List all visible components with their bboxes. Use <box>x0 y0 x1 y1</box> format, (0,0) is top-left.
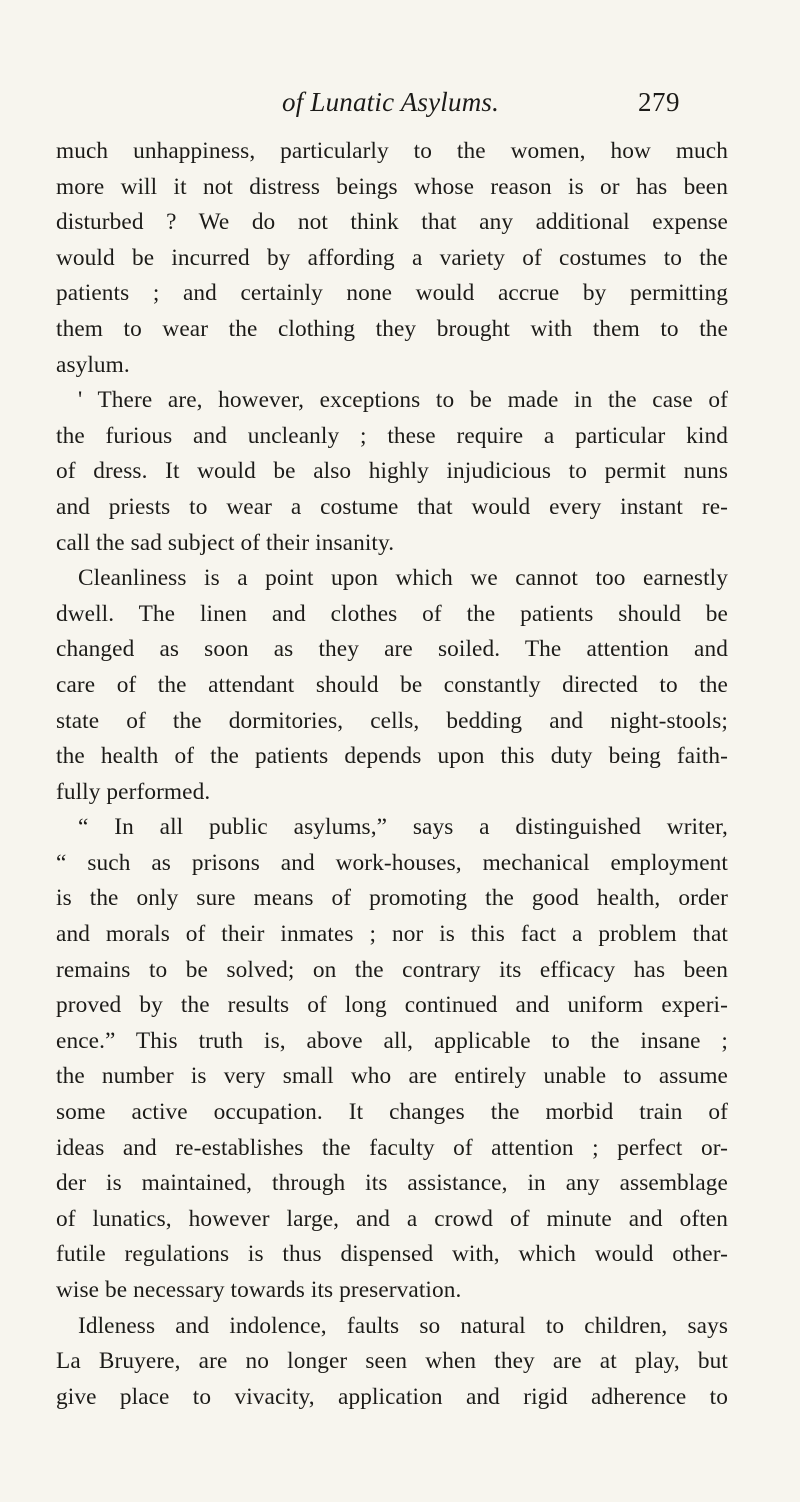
text-line: give place to vivacity, application and rigid adherence to <box>56 1383 728 1410</box>
text-line: the furious and uncleanly ; these require a particular kind <box>56 422 728 449</box>
page-header <box>260 82 680 122</box>
text-line: fully performed. <box>56 778 211 805</box>
text-line: changed as soon as they are soiled. The attention and <box>56 636 728 663</box>
text-line: them to wear the clothing they brought with them to the <box>56 315 728 342</box>
running-title: of Lunatic Asylums. <box>282 87 500 117</box>
text-line: ence.” This truth is, above all, applicable to the insane ; <box>56 1027 728 1054</box>
text-line: of lunatics, however large, and a crowd of minute and often <box>56 1205 728 1232</box>
text-line: ' There are, however, exceptions to be made in the case of <box>78 387 728 414</box>
text-line: care of the attendant should be constantly directed to the <box>56 671 728 698</box>
text-line: much unhappiness, particularly to the women, how much <box>56 138 728 164</box>
text-line: the number is very small who are entirely unable to assume <box>56 1063 728 1090</box>
text-line: more will it not distress beings whose reason is or has been <box>56 173 728 200</box>
text-line: “ In all public asylums,” says a distinguished writer, <box>78 814 728 841</box>
text-line: futile regulations is thus dispensed with, which would other- <box>56 1241 728 1268</box>
text-line: patients ; and certainly none would accrue by permitting <box>56 280 728 307</box>
text-line: Cleanliness is a point upon which we cannot too earnestly <box>78 565 728 592</box>
text-line: is the only sure means of promoting the good health, order <box>56 885 728 912</box>
text-line: state of the dormitories, cells, bedding and night-stools; <box>56 707 728 734</box>
text-line: Idleness and indolence, faults so natural to children, says <box>78 1312 728 1339</box>
body-text <box>56 134 728 1415</box>
text-line: ideas and re-establishes the faculty of attention ; perfect or- <box>56 1134 728 1161</box>
text-line: asylum. <box>56 351 130 378</box>
text-line: the health of the patients depends upon this duty being faith- <box>56 743 728 770</box>
text-line: would be incurred by affording a variety of costumes to the <box>56 244 728 271</box>
text-line: “ such as prisons and work-houses, mechanical employment <box>56 849 728 876</box>
text-line: remains to be solved; on the contrary its efficacy has been <box>56 956 728 983</box>
text-line: disturbed ? We do not think that any additional expense <box>56 209 728 236</box>
text-line: proved by the results of long continued and uniform experi- <box>56 992 728 1019</box>
page-number: 279 <box>638 87 680 117</box>
text-line: der is maintained, through its assistance, in any assemblage <box>56 1170 728 1197</box>
text-line: call the sad subject of their insanity. <box>56 529 395 556</box>
text-line: wise be necessary towards its preservation. <box>56 1277 462 1303</box>
text-line: and priests to wear a costume that would every instant re- <box>56 493 728 520</box>
text-line: some active occupation. It changes the morbid train of <box>56 1099 728 1126</box>
text-line: La Bruyere, are no longer seen when they are at play, but <box>56 1348 728 1375</box>
text-line: and morals of their inmates ; nor is this fact a problem that <box>56 921 728 948</box>
text-line: of dress. It would be also highly injudicious to permit nuns <box>56 458 728 485</box>
text-line: dwell. The linen and clothes of the patients should be <box>56 600 728 627</box>
